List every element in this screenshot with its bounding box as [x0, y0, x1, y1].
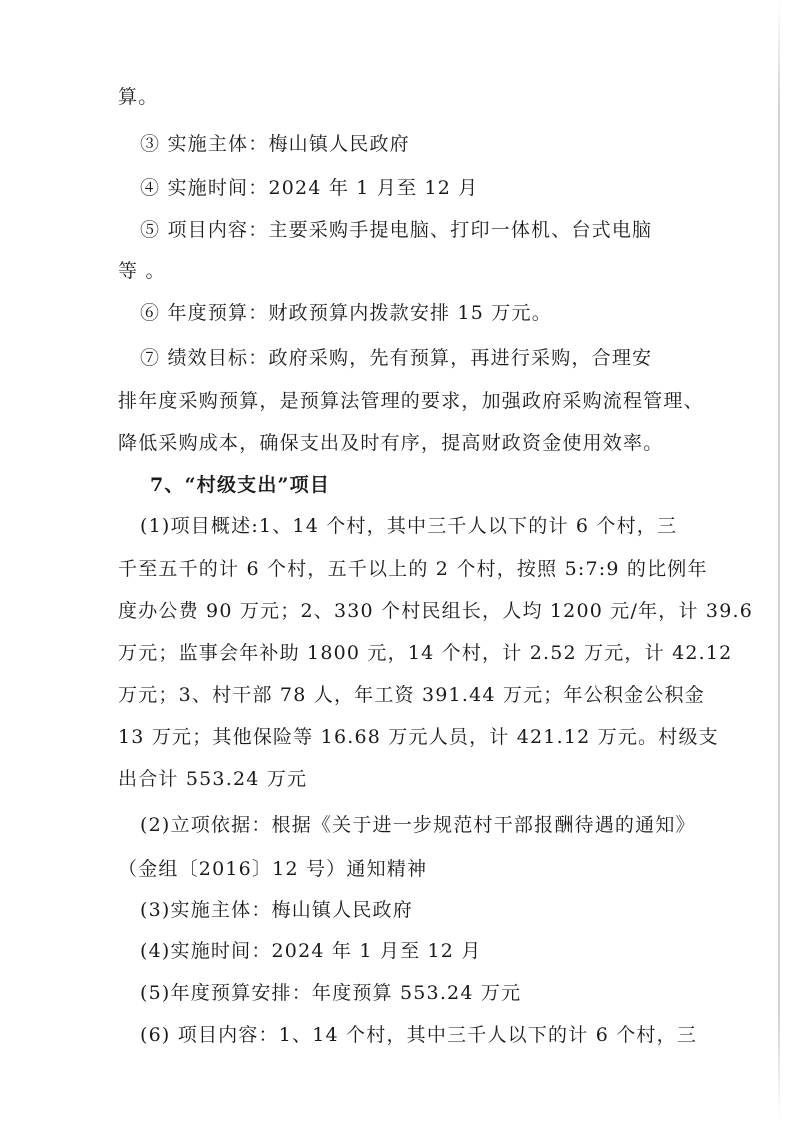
text-line: 降低采购成本，确保支出及时有序，提高财政资金使用效率。 — [118, 432, 664, 454]
text-line: (5)年度预算安排：年度预算 553.24 万元 — [140, 982, 522, 1004]
text-line: ⑥ 年度预算：财政预算内拨款安排 15 万元。 — [140, 302, 552, 324]
text-line: 度办公费 90 万元；2、330 个村民组长，人均 1200 元/年，计 39.6 — [118, 600, 754, 622]
text-line: （金组〔2016〕12 号）通知精神 — [118, 858, 428, 880]
text-line: 算。 — [118, 86, 159, 108]
text-line: (2)立项依据：根据《关于进一步规范村干部报酬待遇的通知》 — [140, 814, 696, 836]
text-line: 万元；3、村干部 78 人，年工资 391.44 万元；年公积金公积金 — [118, 684, 705, 706]
text-line: ⑦ 绩效目标：政府采购，先有预算，再进行采购，合理安 — [140, 347, 653, 369]
text-line: (1)项目概述:1、14 个村，其中三千人以下的计 6 个村，三 — [140, 515, 678, 537]
text-line: 等 。 — [118, 260, 166, 282]
text-line: 13 万元；其他保险等 16.68 万元人员，计 421.12 万元。村级支 — [118, 726, 719, 748]
scan-edge-shadow — [778, 0, 780, 1121]
text-line: ④ 实施时间：2024 年 1 月至 12 月 — [140, 177, 479, 199]
section-heading: 7、“村级支出”项目 — [150, 474, 331, 496]
text-line: 千至五千的计 6 个村，五千以上的 2 个村，按照 5:7:9 的比例年 — [118, 558, 708, 580]
text-line: (6) 项目内容：1、14 个村，其中三千人以下的计 6 个村，三 — [140, 1024, 698, 1046]
text-line: (4)实施时间：2024 年 1 月至 12 月 — [140, 940, 482, 962]
text-line: ③ 实施主体：梅山镇人民政府 — [140, 133, 410, 155]
text-line: 万元；监事会年补助 1800 元，14 个村，计 2.52 万元，计 42.12 — [118, 642, 733, 664]
text-line: 出合计 553.24 万元 — [118, 768, 308, 790]
text-line: ⑤ 项目内容：主要采购手提电脑、打印一体机、台式电脑 — [140, 219, 653, 241]
text-line: 排年度采购预算，是预算法管理的要求，加强政府采购流程管理、 — [118, 390, 704, 412]
text-line: (3)实施主体：梅山镇人民政府 — [140, 899, 413, 921]
